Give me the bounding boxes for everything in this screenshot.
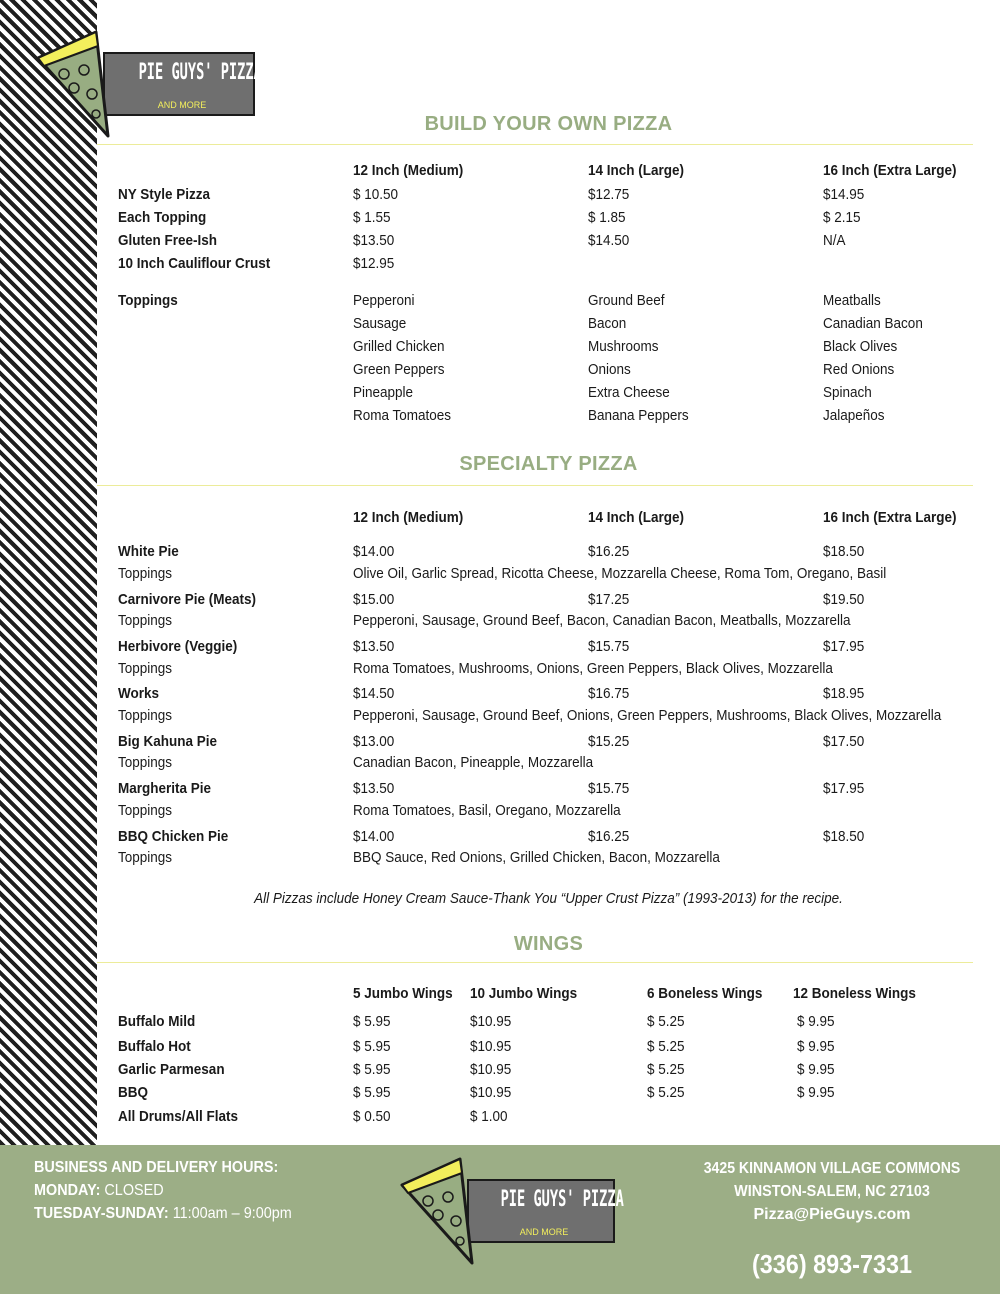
toppings-description: Olive Oil, Garlic Spread, Ricotta Cheese, Mozzarella Cheese, Roma Tom, Oregano, Basil <box>353 565 887 582</box>
price: $13.50 <box>353 638 395 655</box>
flavor-name: Buffalo Hot <box>118 1038 191 1055</box>
section-title-wings: WINGS <box>513 933 584 955</box>
pizza-name: White Pie <box>118 543 179 560</box>
price: $16.75 <box>588 685 630 702</box>
address-line-1: 3425 KINNAMON VILLAGE COMMONS <box>703 1160 961 1177</box>
price: $12.75 <box>588 186 630 203</box>
topping: Pineapple <box>353 384 414 401</box>
price: $13.50 <box>353 232 395 249</box>
price: $17.50 <box>823 733 865 750</box>
section-divider <box>97 144 973 145</box>
topping: Jalapeños <box>823 407 885 424</box>
item-name: NY Style Pizza <box>118 186 211 203</box>
price: $18.95 <box>823 685 865 702</box>
wings-size-header: 10 Jumbo Wings <box>470 985 578 1002</box>
price: $15.25 <box>588 733 630 750</box>
price: $ 9.95 <box>797 1061 835 1078</box>
wings-size-header: 12 Boneless Wings <box>793 985 916 1002</box>
address-line-2: WINSTON-SALEM, NC 27103 <box>734 1183 930 1200</box>
hours-monday <box>34 1181 164 1201</box>
price: $15.75 <box>588 780 630 797</box>
price: $ 1.55 <box>353 209 391 226</box>
price: $16.25 <box>588 828 630 845</box>
size-header: 16 Inch (Extra Large) <box>823 162 957 179</box>
hours-value: 11:00am – 9:00pm <box>172 1205 292 1222</box>
topping: Bacon <box>588 315 627 332</box>
price: $14.00 <box>353 543 395 560</box>
pizza-name: Big Kahuna Pie <box>118 733 218 750</box>
toppings-label: Toppings <box>118 660 173 677</box>
price: $ 5.95 <box>353 1061 391 1078</box>
price: $17.95 <box>823 638 865 655</box>
hours-day-label: TUESDAY-SUNDAY: <box>34 1205 169 1222</box>
price: $ 5.25 <box>647 1061 685 1078</box>
pizza-name: Carnivore Pie (Meats) <box>118 591 257 608</box>
topping: Green Peppers <box>353 361 445 378</box>
price: $14.95 <box>823 186 865 203</box>
topping: Banana Peppers <box>588 407 689 424</box>
brand-tagline: AND MORE <box>157 100 207 110</box>
item-name: 10 Inch Cauliflour Crust <box>118 255 271 272</box>
pizza-name: BBQ Chicken Pie <box>118 828 229 845</box>
footer <box>0 1145 1000 1294</box>
section-title-build: BUILD YOUR OWN PIZZA <box>424 113 673 135</box>
toppings-label: Toppings <box>118 802 173 819</box>
size-header: 14 Inch (Large) <box>588 509 685 526</box>
decorative-stripe-border <box>0 0 97 1145</box>
toppings-label: Toppings <box>118 849 173 866</box>
toppings-label: Toppings <box>118 292 178 309</box>
brand-name: PIE GUYS' PIZZA <box>500 1187 624 1212</box>
toppings-description: Roma Tomatoes, Mushrooms, Onions, Green Peppers, Black Olives, Mozzarella <box>353 660 833 677</box>
topping: Meatballs <box>823 292 881 309</box>
topping: Spinach <box>823 384 872 401</box>
price: $15.00 <box>353 591 395 608</box>
price: $18.50 <box>823 543 865 560</box>
hours-title: BUSINESS AND DELIVERY HOURS: <box>34 1159 279 1176</box>
hours-day-label: MONDAY: <box>34 1182 101 1199</box>
topping: Canadian Bacon <box>823 315 923 332</box>
topping: Sausage <box>353 315 407 332</box>
toppings-description: Pepperoni, Sausage, Ground Beef, Onions, Green Peppers, Mushrooms, Black Olives, Mozzarella <box>353 707 942 724</box>
price: $ 9.95 <box>797 1038 835 1055</box>
item-name: Gluten Free-Ish <box>118 232 218 249</box>
price: $13.00 <box>353 733 395 750</box>
phone-number[interactable]: (336) 893-7331 <box>751 1249 913 1279</box>
price: $ 9.95 <box>797 1084 835 1101</box>
topping: Roma Tomatoes <box>353 407 452 424</box>
wings-size-header: 6 Boneless Wings <box>647 985 763 1002</box>
price: $ 5.25 <box>647 1038 685 1055</box>
topping: Black Olives <box>823 338 898 355</box>
hours-tuesday-sunday <box>34 1204 292 1224</box>
brand-tagline: AND MORE <box>519 1227 569 1237</box>
price: $15.75 <box>588 638 630 655</box>
flavor-name: BBQ <box>118 1084 149 1101</box>
price: $17.25 <box>588 591 630 608</box>
toppings-description: Pepperoni, Sausage, Ground Beef, Bacon, Canadian Bacon, Meatballs, Mozzarella <box>353 612 851 629</box>
pizza-name: Herbivore (Veggie) <box>118 638 238 655</box>
price: $18.50 <box>823 828 865 845</box>
topping: Pepperoni <box>353 292 415 309</box>
pizza-name: Margherita Pie <box>118 780 212 797</box>
toppings-label: Toppings <box>118 565 173 582</box>
price: $ 5.95 <box>353 1013 391 1030</box>
price: $ 5.95 <box>353 1038 391 1055</box>
price: $10.95 <box>470 1013 512 1030</box>
price: $16.25 <box>588 543 630 560</box>
sauce-note: All Pizzas include Honey Cream Sauce-Thank You “Upper Crust Pizza” (1993-2013) for the recipe. <box>254 890 843 907</box>
price: $ 5.25 <box>647 1084 685 1101</box>
price: $ 1.00 <box>470 1108 508 1125</box>
price: $ 10.50 <box>353 186 399 203</box>
price: $17.95 <box>823 780 865 797</box>
pizza-slice-logo <box>398 1157 624 1267</box>
section-divider <box>97 485 973 486</box>
price: $ 2.15 <box>823 209 861 226</box>
toppings-label: Toppings <box>118 612 173 629</box>
topping: Mushrooms <box>588 338 659 355</box>
price: $10.95 <box>470 1084 512 1101</box>
price: $12.95 <box>353 255 395 272</box>
logo-bottom <box>398 1157 624 1267</box>
hours-value: CLOSED <box>104 1182 164 1199</box>
section-title-specialty: SPECIALTY PIZZA <box>459 453 638 475</box>
toppings-label: Toppings <box>118 754 173 771</box>
price: $10.95 <box>470 1061 512 1078</box>
toppings-description: BBQ Sauce, Red Onions, Grilled Chicken, Bacon, Mozzarella <box>353 849 720 866</box>
toppings-label: Toppings <box>118 707 173 724</box>
price: $10.95 <box>470 1038 512 1055</box>
size-header: 16 Inch (Extra Large) <box>823 509 957 526</box>
toppings-description: Roma Tomatoes, Basil, Oregano, Mozzarella <box>353 802 621 819</box>
flavor-name: All Drums/All Flats <box>118 1108 239 1125</box>
toppings-description: Canadian Bacon, Pineapple, Mozzarella <box>353 754 594 771</box>
price: $14.50 <box>588 232 630 249</box>
topping: Ground Beef <box>588 292 665 309</box>
price: $ 5.95 <box>353 1084 391 1101</box>
pizza-name: Works <box>118 685 160 702</box>
price: $14.00 <box>353 828 395 845</box>
item-name: Each Topping <box>118 209 207 226</box>
brand-name: PIE GUYS' PIZZA <box>138 60 262 85</box>
size-header: 12 Inch (Medium) <box>353 509 464 526</box>
topping: Red Onions <box>823 361 895 378</box>
size-header: 14 Inch (Large) <box>588 162 685 179</box>
email-link[interactable]: Pizza@PieGuys.com <box>753 1206 911 1223</box>
size-header: 12 Inch (Medium) <box>353 162 464 179</box>
price: $14.50 <box>353 685 395 702</box>
price: N/A <box>823 232 846 249</box>
topping: Extra Cheese <box>588 384 670 401</box>
price: $ 5.25 <box>647 1013 685 1030</box>
wings-size-header: 5 Jumbo Wings <box>353 985 453 1002</box>
price: $13.50 <box>353 780 395 797</box>
price: $19.50 <box>823 591 865 608</box>
topping: Grilled Chicken <box>353 338 445 355</box>
price: $ 9.95 <box>797 1013 835 1030</box>
section-divider <box>97 962 973 963</box>
flavor-name: Garlic Parmesan <box>118 1061 225 1078</box>
flavor-name: Buffalo Mild <box>118 1013 196 1030</box>
topping: Onions <box>588 361 631 378</box>
price: $ 0.50 <box>353 1108 391 1125</box>
price: $ 1.85 <box>588 209 626 226</box>
